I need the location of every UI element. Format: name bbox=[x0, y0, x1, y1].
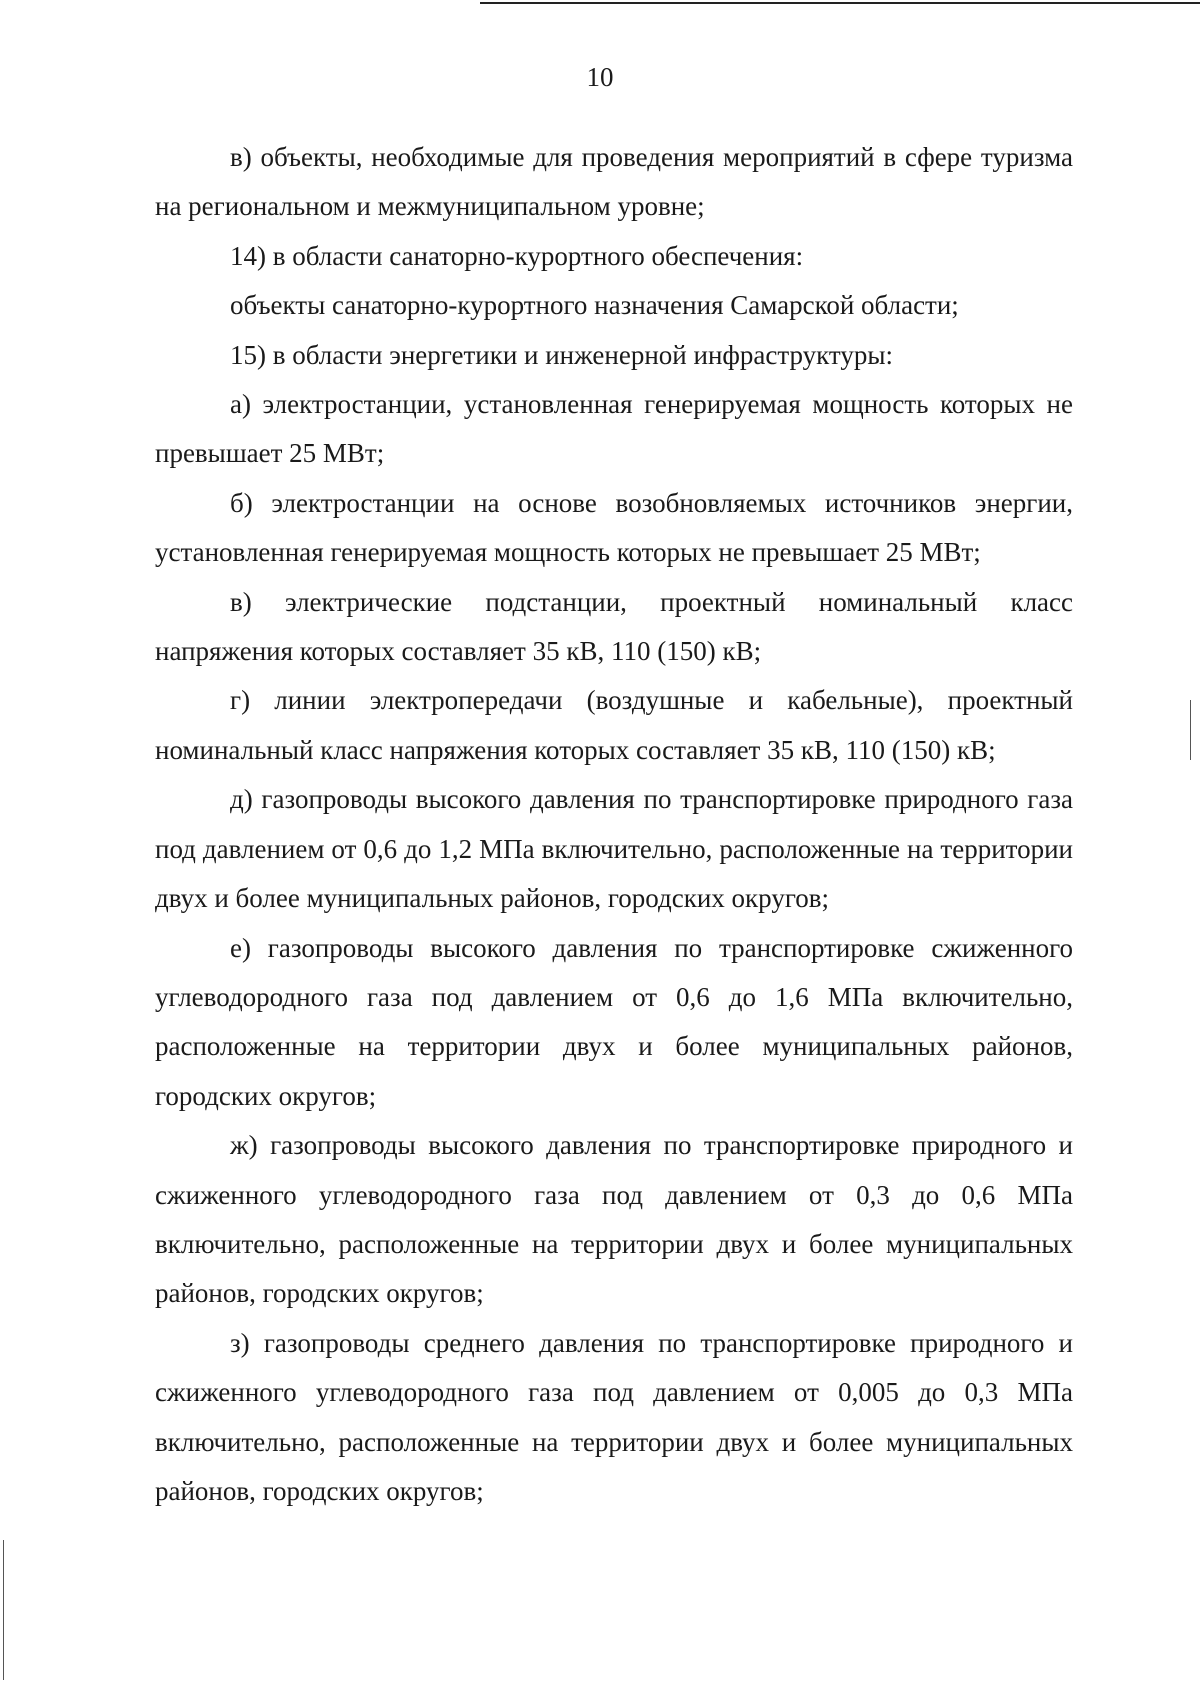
paragraph: е) газопроводы высокого давления по транспортировке сжиженного углеводородного газа под давлением от 0,6 до 1,6 МПа включительно, расположенные на территории двух и более муниципальных районов, городских округов; bbox=[155, 932, 1073, 1111]
paragraph: а) электростанции, установленная генерируемая мощность которых не превышает 25 МВт; bbox=[155, 389, 1073, 469]
paragraph: 15) в области энергетики и инженерной инфраструктуры: bbox=[230, 339, 893, 370]
paragraph: г) линии электропередачи (воздушные и кабельные), проектный номинальный класс напряжения которых составляет 35 кВ, 110 (150) кВ; bbox=[155, 685, 1073, 765]
paragraph: ж) газопроводы высокого давления по транспортировке природного и сжиженного углеводородного газа под давлением от 0,3 до 0,6 МПа включительно, расположенные на территории двух и более муниципальных районов, городских округов; bbox=[155, 1130, 1073, 1309]
paragraph: объекты санаторно-курортного назначения Самарской области; bbox=[230, 290, 959, 321]
page-number: 10 bbox=[586, 62, 614, 92]
scan-edge-mark bbox=[1190, 700, 1191, 760]
paragraph: в) электрические подстанции, проектный номинальный класс напряжения которых составляет 35 кВ, 110 (150) кВ; bbox=[155, 586, 1073, 667]
paragraph: в) объекты, необходимые для проведения мероприятий в сфере туризма на региональном и межмуниципальном уровне; bbox=[155, 142, 1073, 222]
paragraph: б) электростанции на основе возобновляемых источников энергии, установленная генерируемая мощность которых не превышает 25 МВт; bbox=[155, 487, 1073, 568]
paragraph: д) газопроводы высокого давления по транспортировке природного газа под давлением от 0,6 до 1,2 МПа включительно, расположенные на территории двух и более муниципальных районов, городских округов; bbox=[155, 784, 1073, 914]
scan-edge-mark bbox=[3, 1540, 4, 1680]
document-body bbox=[155, 133, 1073, 1516]
top-border-line bbox=[480, 2, 1200, 4]
paragraph: з) газопроводы среднего давления по транспортировке природного и сжиженного углеводородного газа под давлением от 0,005 до 0,3 МПа включительно, расположенные на территории двух и более муниципальных районов, городских округов; bbox=[155, 1327, 1073, 1506]
paragraph: 14) в области санаторно-курортного обеспечения: bbox=[230, 240, 804, 271]
